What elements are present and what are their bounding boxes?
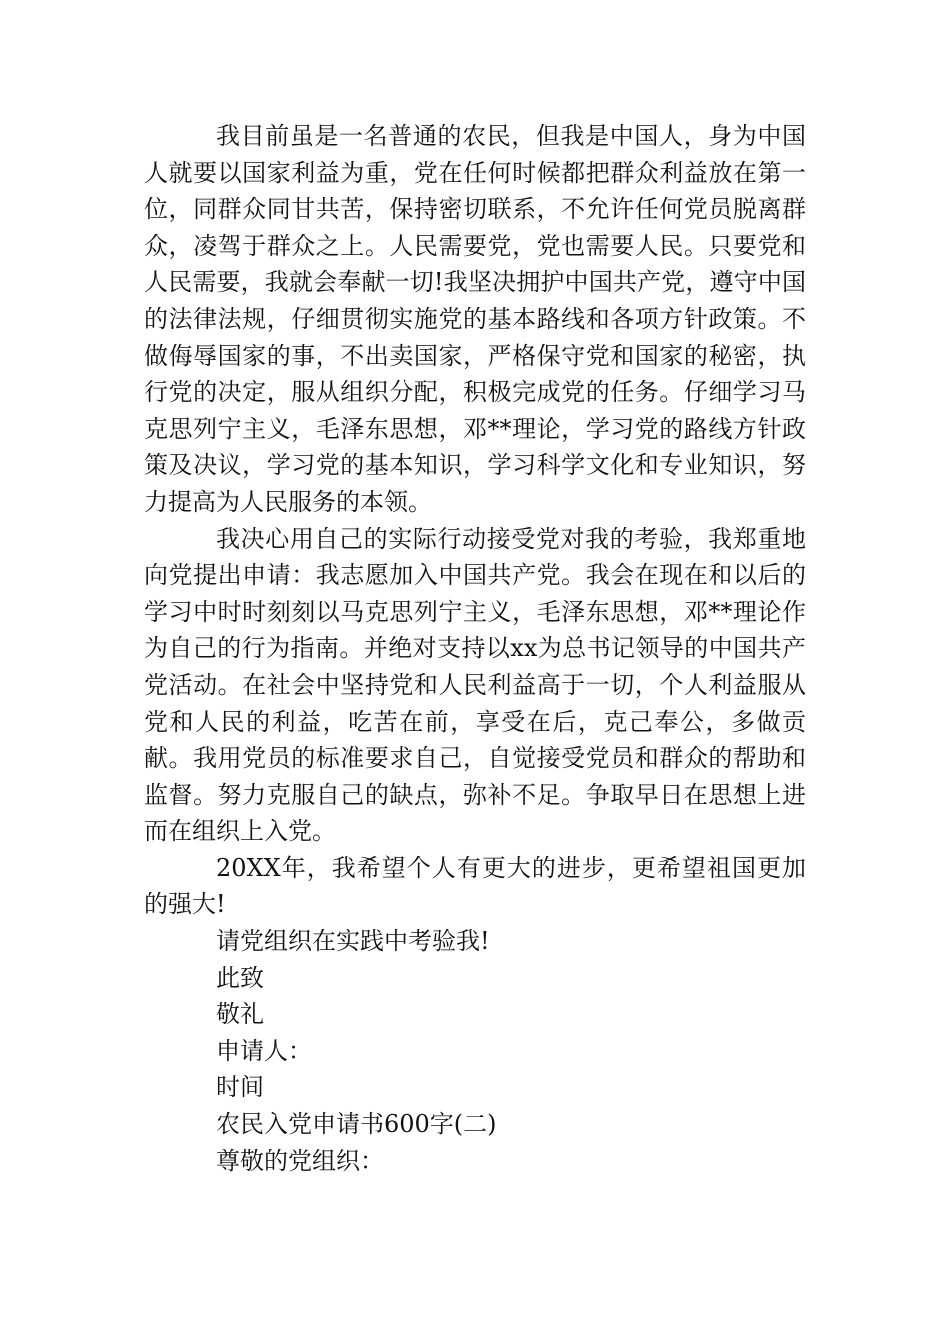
paragraph-commitment: 我目前虽是一名普通的农民，但我是中国人，身为中国人就要以国家利益为重，党在任何时候都把群众利益放在第一位，同群众同甘共苦，保持密切联系，不允许任何党员脱离群众，凌驾于群众之上。人民需要党，党也需要人民。只要党和人民需要，我就会奉献一切!我坚决拥护中国共产党，遵守中国的法律法规，仔细贯彻实施党的基本路线和各项方针政策。不做侮辱国家的事，不出卖国家，严格保守党和国家的秘密，执行党的决定，服从组织分配，积极完成党的任务。仔细学习马克思列宁主义，毛泽东思想，邓**理论，学习党的路线方针政策及决议，学习党的基本知识，学习科学文化和专业知识，努力提高为人民服务的本领。: [144, 122, 806, 516]
date-label: 时间: [216, 1073, 264, 1102]
applicant-label: 申请人：: [216, 1036, 312, 1065]
closing-regards: 敬礼: [216, 1000, 264, 1029]
paragraph-application: 我决心用自己的实际行动接受党对我的考验，我郑重地向党提出申请：我志愿加入中国共产党。我会在现在和以后的学习中时时刻刻以马克思列宁主义，毛泽东思想，邓**理论作为自己的行为指南。并绝对支持以xx为总书记领导的中国共产党活动。在社会中坚持党和人民利益高于一切，个人利益服从党和人民的利益，吃苦在前，享受在后，克己奉公，多做贡献。我用党员的标准要求自己，自觉接受党员和群众的帮助和监督。努力克服自己的缺点，弥补不足。争取早日在思想上进而在组织上入党。: [144, 524, 806, 846]
document-body: [144, 118, 806, 1179]
next-letter-title: 农民入党申请书600字(二): [216, 1110, 497, 1139]
closing-request: 请党组织在实践中考验我!: [216, 927, 490, 956]
next-letter-greeting: 尊敬的党组织：: [216, 1146, 384, 1175]
paragraph-hope: 20XX年，我希望个人有更大的进步，更希望祖国更加的强大!: [144, 853, 806, 919]
closing-salutation: 此致: [216, 963, 264, 992]
